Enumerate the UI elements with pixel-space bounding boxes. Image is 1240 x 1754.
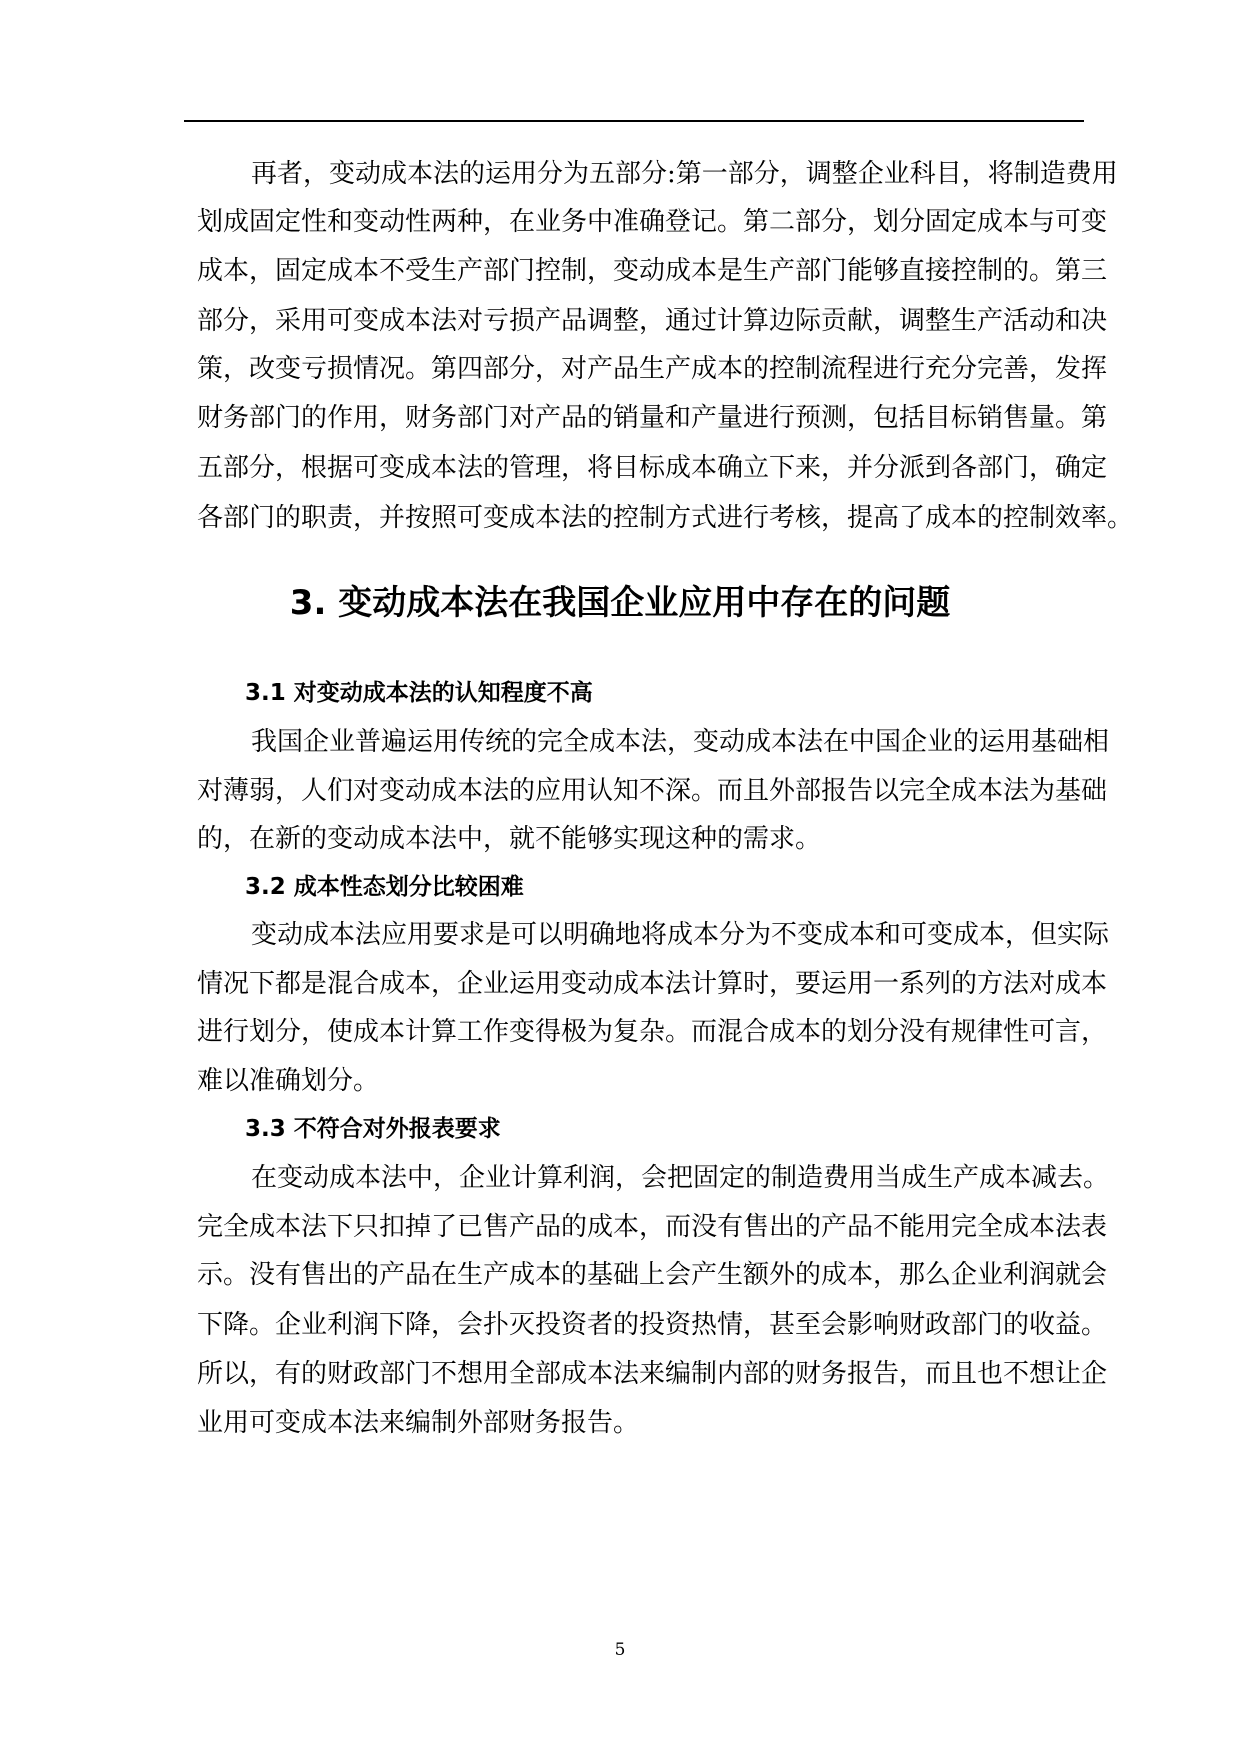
subsection-heading-3-3: 3.3 不符合对外报表要求 [245,1116,501,1142]
text-line: 难以准确划分。 [197,1066,380,1096]
header-rule [184,120,1084,122]
text-line: 我国企业普遍运用传统的完全成本法，变动成本法在中国企业的运用基础相 [251,727,1110,757]
page-number: 5 [614,1640,626,1660]
text-line: 划成固定性和变动性两种，在业务中准确登记。第二部分，划分固定成本与可变 [197,207,1108,237]
text-line: 部分，采用可变成本法对亏损产品调整，通过计算边际贡献，调整生产活动和决 [197,306,1108,336]
text-line: 财务部门的作用，财务部门对产品的销量和产量进行预测，包括目标销售量。第 [197,403,1108,433]
text-line: 对薄弱，人们对变动成本法的应用认知不深。而且外部报告以完全成本法为基础 [197,776,1108,806]
text-line: 进行划分，使成本计算工作变得极为复杂。而混合成本的划分没有规律性可言， [197,1017,1108,1047]
text-line: 业用可变成本法来编制外部财务报告。 [197,1408,640,1438]
subsection-heading-3-2: 3.2 成本性态划分比较困难 [245,874,524,900]
text-line: 再者，变动成本法的运用分为五部分:第一部分，调整企业科目，将制造费用 [251,159,1118,189]
text-line: 示。没有售出的产品在生产成本的基础上会产生额外的成本，那么企业利润就会 [197,1260,1108,1290]
subsection-heading-3-1: 3.1 对变动成本法的认知程度不高 [245,680,593,706]
text-line: 各部门的职责，并按照可变成本法的控制方式进行考核，提高了成本的控制效率。 [197,503,1134,533]
text-line: 所以，有的财政部门不想用全部成本法来编制内部的财务报告，而且也不想让企 [197,1359,1108,1389]
text-line: 下降。企业利润下降，会扑灭投资者的投资热情，甚至会影响财政部门的收益。 [197,1310,1108,1340]
text-line: 的，在新的变动成本法中，就不能够实现这种的需求。 [197,824,822,854]
text-line: 完全成本法下只扣掉了已售产品的成本，而没有售出的产品不能用完全成本法表 [197,1212,1108,1242]
text-line: 变动成本法应用要求是可以明确地将成本分为不变成本和可变成本，但实际 [251,920,1110,950]
text-line: 五部分，根据可变成本法的管理，将目标成本确立下来，并分派到各部门，确定 [197,453,1108,483]
text-line: 情况下都是混合成本，企业运用变动成本法计算时，要运用一系列的方法对成本 [197,969,1108,999]
text-line: 成本，固定成本不受生产部门控制，变动成本是生产部门能够直接控制的。第三 [197,256,1108,286]
section-heading: 3. 变动成本法在我国企业应用中存在的问题 [289,583,951,623]
text-line: 在变动成本法中，企业计算利润，会把固定的制造费用当成生产成本减去。 [251,1163,1110,1193]
text-line: 策，改变亏损情况。第四部分，对产品生产成本的控制流程进行充分完善，发挥 [197,354,1108,384]
